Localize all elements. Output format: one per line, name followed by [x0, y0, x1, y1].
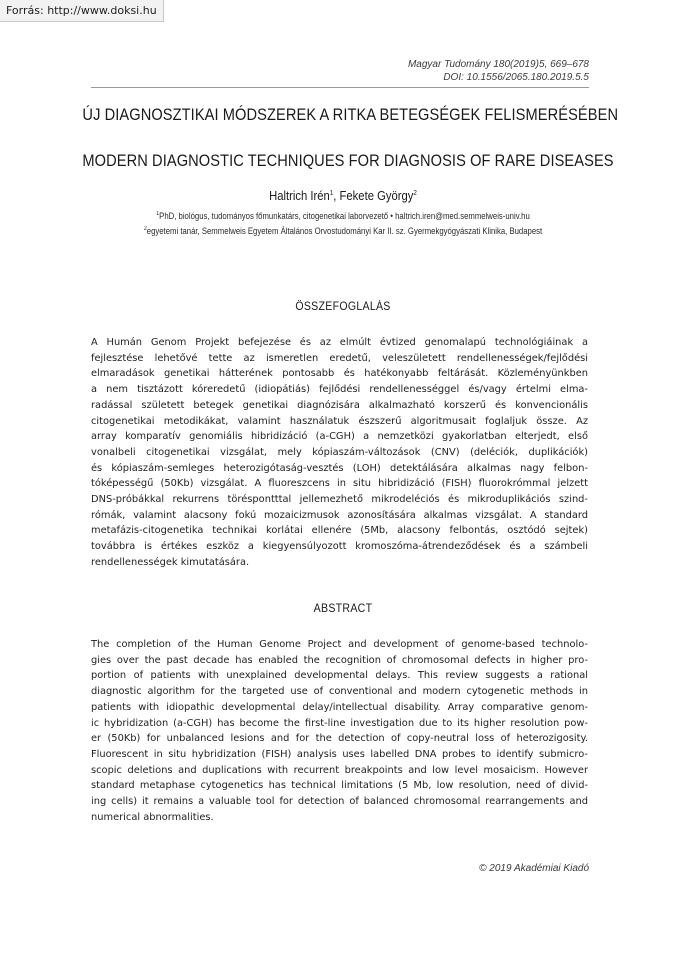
author-footnote-marker: 1: [329, 189, 334, 197]
paragraph-line: DNS-próbákkal rekurrens töréspontttal jellemezhető mikrodeléciós és mikroduplikációs szind-: [91, 494, 588, 506]
summary-paragraph: [91, 335, 588, 571]
paragraph-line: gies over the past decade has enabled the recognition of chromosomal defects in higher pro-: [91, 654, 588, 666]
affiliation-text: PhD, biológus, tudományos főmunkatárs, citogenetikai laborvezető • haltrich.iren@med.semmelweis-univ.hu: [159, 211, 530, 221]
paragraph-line: ic hybridization (a-CGH) has become the first-line investigation due to its higher resolution pow-: [91, 717, 588, 729]
title-hungarian: ÚJ DIAGNOSZTIKAI MÓDSZEREK A RITKA BETEGSÉGEK FELISMERÉSÉBEN: [82, 105, 619, 124]
section-heading-summary: ÖSSZEFOGLALÁS: [295, 301, 391, 313]
paragraph-line: továbbra is értékes eszköz a kiegyensúlyozott kromoszóma-átrendeződések és a számbeli: [91, 541, 588, 553]
paragraph-line: scopic deletions and duplications with recurrent breakpoints and low level mosaicism. However: [91, 764, 588, 776]
section-heading-abstract: ABSTRACT: [313, 603, 373, 615]
paragraph-line: A Humán Genom Projekt befejezése és az elmúlt évtized genomalapú technológiáinak a: [91, 337, 588, 348]
source-banner: Forrás: http://www.doksi.hu: [0, 0, 164, 22]
journal-reference: [408, 59, 589, 84]
paragraph-line: numerical abnormalities.: [91, 811, 214, 823]
paragraph-line: rómák, valamint alacsony fokú mozaicizmusok azonosítására alkalmas vizsgálat. A standard: [91, 509, 588, 521]
paragraph-line: a nem tisztázott kóreredetű (idiopátiás) fejlődési rendellenességgel és/vagy értelmi elma-: [91, 384, 588, 396]
paragraph-line: ing cells) it remains a valuable tool for detection of balanced chromosomal rearrangements and: [91, 796, 588, 808]
title-english: MODERN DIAGNOSTIC TECHNIQUES FOR DIAGNOSIS OF RARE DISEASES: [82, 151, 614, 170]
paragraph-line: The completion of the Human Genome Project and development of genome-based technolo-: [91, 639, 588, 650]
paragraph-line: fejlesztése lehetővé tette az ismeretlen eredetű, veleszületett rendellenességek/fejlődési: [91, 352, 588, 364]
paragraph-line: radással született betegek genetikai diagnózisára alkalmazható korszerű és konvencionális: [91, 399, 588, 411]
affiliation-1: [41, 211, 645, 221]
author-footnote-marker: 2: [413, 189, 417, 197]
paragraph-line: portion of patients with unexplained developmental delays. This review suggests a rational: [91, 670, 588, 682]
affiliation-2: [41, 226, 645, 236]
journal-doi: DOI: 10.1556/2065.180.2019.5.5: [443, 71, 589, 83]
paragraph-line: rendellenességek kimutatására.: [91, 556, 250, 568]
paragraph-line: metafázis-citogenetika technikai korlátai ellenére (5Mb, alacsony felbontás, osztódó sejtek): [91, 525, 588, 537]
journal-citation: Magyar Tudomány 180(2019)5, 669–678: [407, 59, 589, 70]
affiliation-text: egyetemi tanár, Semmelweis Egyetem Általános Orvostudományi Kar II. sz. Gyermekgyógyászati Klinika, Budapest: [146, 226, 543, 236]
paragraph-line: standard metaphase cytogenetics has technical limitations (5 Mb, low resolution, need of divid-: [91, 780, 588, 792]
paragraph-line: Fluorescent in situ hybridization (FISH) analysis uses labelled DNA probes to identify submicro-: [91, 748, 588, 760]
author-name: Haltrich Irén: [269, 189, 330, 203]
copyright-notice: © 2019 Akadémiai Kiadó: [479, 863, 589, 874]
paragraph-line: patients with idiopathic developmental delay/intellectual disability. Array comparative genom-: [91, 701, 588, 713]
author-name: Fekete György: [339, 189, 414, 203]
paragraph-line: tóképességű (50Kb) vizsgálat. A fluoreszcens in situ hibridizáció (FISH) fluorokrómmal jelzett: [91, 478, 588, 490]
paragraph-line: diagnostic algorithm for the targeted use of conventional and modern cytogenetic methods in: [91, 686, 588, 698]
affiliation-marker: 1: [156, 211, 160, 218]
header-divider: [91, 87, 589, 88]
paragraph-line: array komparatív genomiális hibridizáció (a-CGH) a nemzetközi gyakorlatban elterjedt, első: [91, 431, 588, 443]
abstract-paragraph: [91, 637, 588, 825]
author-line: [34, 189, 651, 203]
paragraph-line: elmaradások genetikai hátterének pontosabb és hatékonyabb feltárását. Közleményünkben: [91, 368, 588, 380]
paragraph-line: er (50Kb) for unbalanced lesions and for the detection of copy-neutral loss of heterozigosity.: [91, 733, 588, 745]
paragraph-line: citogenetikai metodikákat, valamint használatuk észszerű algoritmusait foglaljuk össze. Az: [91, 415, 588, 427]
paragraph-line: és kópiaszám-semleges heterozigótaság-vesztés (LOH) detektálására alkalmas nagy felbon-: [91, 462, 588, 474]
affiliation-marker: 2: [143, 226, 147, 233]
paragraph-line: vonalbeli citogenetikai vizsgálat, mely kópiaszám-változások (CNV) (deléciók, duplikációk): [91, 446, 588, 458]
author-separator: ,: [333, 189, 340, 203]
